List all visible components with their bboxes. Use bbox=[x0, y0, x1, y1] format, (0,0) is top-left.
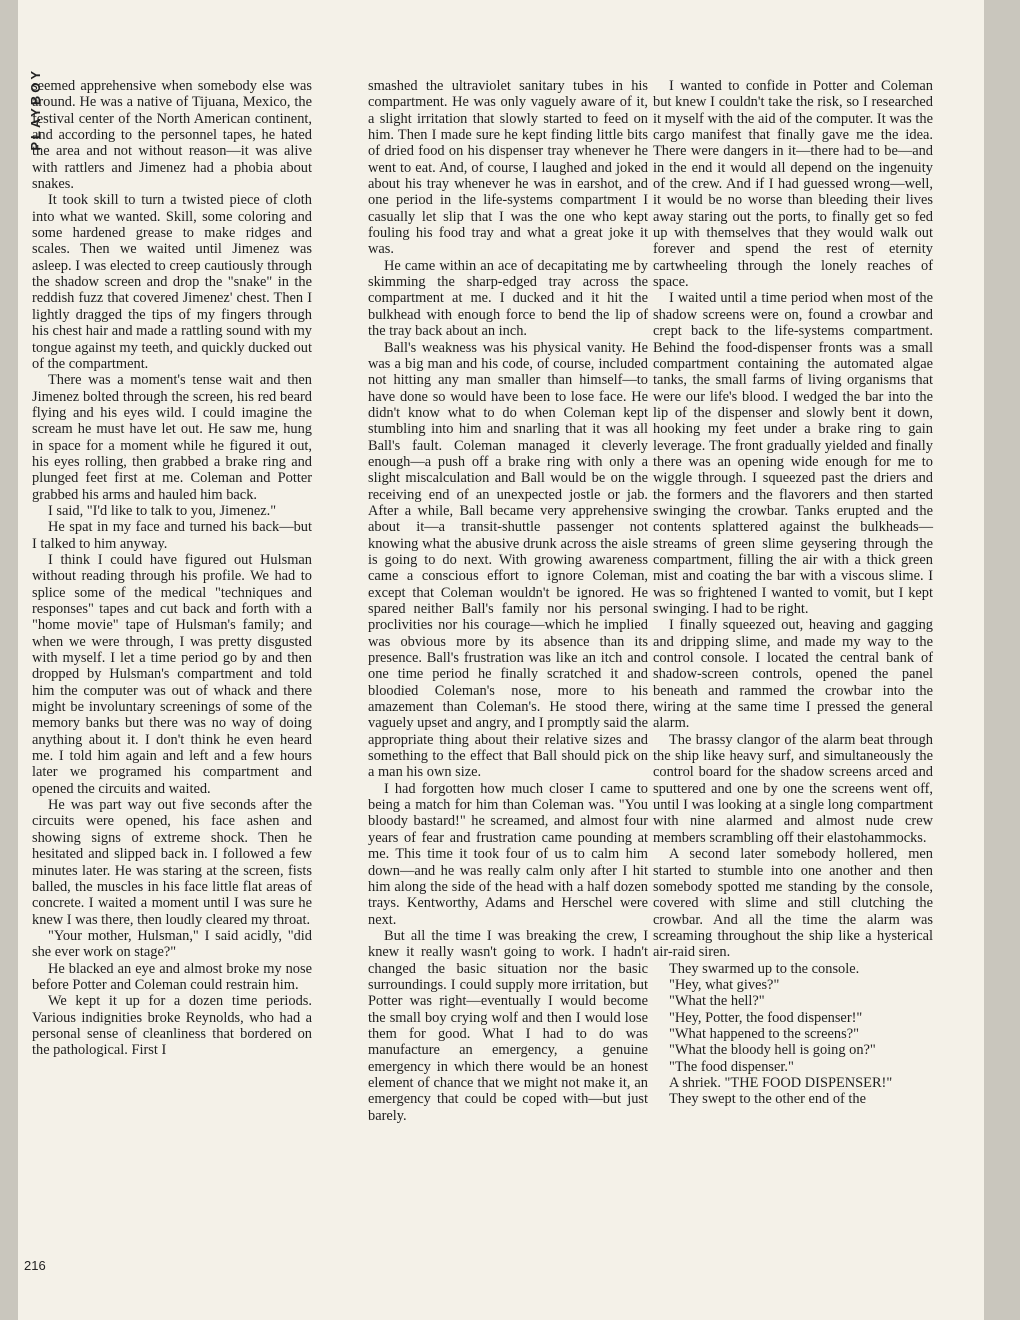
paragraph: I wanted to confide in Potter and Coleman but knew I couldn't take the risk, so I researched it myself with the aid of the computer. It was the cargo manifest that finally gave me the idea. There were dangers in it—there had to be—and in the end it would all depend on the ingenuity of the crew. And if I had guessed wrong—well, it would be no worse than bleeding their lives away staring out the ports, to finally get so fed up with themselves that they would walk out forever and spend the rest of eternity cartwheeling through the lonely reaches of space. bbox=[653, 78, 933, 291]
paragraph: "The food dispenser." bbox=[669, 1058, 794, 1075]
paragraph: "Hey, what gives?" bbox=[669, 976, 780, 993]
paragraph: They swarmed up to the console. bbox=[669, 960, 860, 977]
paragraph: But all the time I was breaking the crew, I knew it really wasn't going to work. I hadn't changed the basic situation nor the basic surroundings. I could supply more irritation, but Potter was right—eventually I would become the small boy crying wolf and then I would lose them for good. What I had to do was manufacture an emergency, a genuine emergency in which there would be an honest element of chance that we might not make it, an emergency that could be coped with—but just barely. bbox=[368, 927, 648, 1124]
paragraph: We kept it up for a dozen time periods. Various indignities broke Reynolds, who had a personal sense of cleanliness that bordered on the pathological. First I bbox=[32, 993, 312, 1059]
magazine-logo: PLAYBOY bbox=[28, 68, 43, 151]
paragraph: They swept to the other end of the bbox=[669, 1091, 867, 1108]
paragraph: I waited until a time period when most of the shadow screens were on, found a crowbar and crept back to the life-systems compartment. Behind the food-dispenser fronts was a small compartment containing the automated algae tanks, the small farms of living organisms that were our life's blood. I wedged the bar into the lip of the dispenser and slowly bent it down, hooking my feet under a brake ring to gain leverage. The front gradually yielded and finally there was an opening wide enough for me to wiggle through. I squeezed past the driers and the formers and the flavorers and then started swinging the crowbar. Tanks erupted and the contents splattered against the bulkheads—streams of green slime geysering through the compartment, filling the air with a thick green mist and coating the bar with a viscous slime. I was so frightened I wanted to vomit, but I kept swinging. I had to be right. bbox=[653, 290, 933, 617]
paragraph: I had forgotten how much closer I came to being a match for him than Coleman was. "You bloody bastard!" he screamed, and almost four years of fear and frustration came pounding at me. This time it took four of us to calm him down—and he was really calm only after I hit him along the side of the head with a half dozen trays. Kentworthy, Adams and Herschel were next. bbox=[368, 780, 648, 928]
paragraph: There was a moment's tense wait and then Jimenez bolted through the screen, his red beard flying and his eyes wild. I could imagine the scream he must have let out. He saw me, hung in space for a moment while he figured it out, his eyes rolling, then grabbed a brake ring and plunged feet first at me. Coleman and Potter grabbed his arms and hauled him back. bbox=[32, 372, 312, 503]
paragraph: seemed apprehensive when somebody else was around. He was a native of Tijuana, Mexico, the festival center of the North American continent, and according to the personnel tapes, he hated the area and not without reason—it was alive with rattlers and Jimenez had a phobia about snakes. bbox=[32, 78, 312, 193]
paragraph: "Your mother, Hulsman," I said acidly, "did she ever work on stage?" bbox=[32, 927, 312, 961]
paragraph: A second later somebody hollered, men started to stumble into one another and then somebody spotted me standing by the console, covered with slime and still clutching the crowbar. And all the time the alarm was screaming throughout the ship like a hysterical air-raid siren. bbox=[653, 846, 933, 961]
text-column-3 bbox=[653, 78, 933, 1108]
text-column-1 bbox=[32, 78, 312, 1059]
paragraph: "What happened to the screens?" bbox=[669, 1025, 859, 1042]
paragraph: I said, "I'd like to talk to you, Jimenez." bbox=[48, 502, 277, 519]
paragraph: I finally squeezed out, heaving and gagging and dripping slime, and made my way to the control console. I located the central bank of shadow-screen controls, opened the panel beneath and rammed the crowbar into the wiring at the same time I pressed the general alarm. bbox=[653, 617, 933, 732]
paragraph: He blacked an eye and almost broke my nose before Potter and Coleman could restrain him. bbox=[32, 960, 312, 993]
text-column-2 bbox=[368, 78, 648, 1124]
paragraph: It took skill to turn a twisted piece of cloth into what we wanted. Skill, some coloring and some hardened grease to make ridges and scales. Then we waited until Jimenez was asleep. I was elected to creep cautiously through the shadow screen and drop the "snake" in the reddish fuzz that covered Jimenez' chest. Then I lightly dragged the tips of my fingers through his chest hair and made a rattling sound with my tongue against my teeth, and quickly ducked out of the compartment. bbox=[32, 192, 312, 372]
magazine-page bbox=[18, 0, 984, 1320]
paragraph: "What the bloody hell is going on?" bbox=[669, 1042, 876, 1059]
paragraph: He came within an ace of decapitating me by skimming the sharp-edged tray across the compartment at me. I ducked and it hit the bulkhead with enough force to bend the lip of the tray back about an inch. bbox=[368, 257, 648, 340]
page-number: 216 bbox=[24, 1258, 46, 1273]
paragraph: He was part way out five seconds after the circuits were opened, his face ashen and showing signs of extreme shock. Then he hesitated and slipped back in. I followed a few minutes later. He was staring at the screen, fists balled, the muscles in his face little flat areas of concrete. I waited a moment until I was sure he knew I was there, then loudly cleared my throat. bbox=[32, 797, 312, 928]
paragraph: I think I could have figured out Hulsman without reading through his profile. We had to splice some of the medical "techniques and responses" tapes and cut back and forth with a "home movie" tape of Hulsman's family; and when we were through, I was pretty disgusted with myself. I let a time period go by and then dropped by Hulsman's compartment and told him the computer was out of whack and there might be involuntary screenings of some of the memory banks but there was no way of doing anything about it. I don't think he even heard me. I told him again and left and a few hours later we programed his compartment and opened the circuits and waited. bbox=[32, 551, 312, 797]
paragraph: "What the hell?" bbox=[669, 993, 765, 1010]
paragraph: He spat in my face and turned his back—but I talked to him anyway. bbox=[32, 519, 312, 552]
paragraph: A shriek. "THE FOOD DISPENSER!" bbox=[669, 1074, 893, 1091]
paragraph: smashed the ultraviolet sanitary tubes in his compartment. He was only vaguely aware of it, a slight irritation that slowly started to feed on him. Then I made sure he kept finding little bits of dried food on his dispenser tray whenever he went to eat. And, of course, I laughed and joked about his tray whenever he was in earshot, and one period in the life-systems compartment I casually let slip that I was the one who kept fouling his food tray and what a great joke it was. bbox=[368, 78, 648, 258]
paragraph: Ball's weakness was his physical vanity. He was a big man and his code, of course, included not hitting any man smaller than himself—to have done so would have been to lose face. He didn't know what to do when Coleman kept stumbling into him and snarling that it was all Ball's fault. Coleman managed it cleverly enough—a push off a brake ring with only a slight miscalculation and Ball would be on the receiving end of an unexpected jostle or jab. After a while, Ball became very apprehensive about it—a transit-shuttle passenger not knowing what the abusive drunk across the aisle is going to do next. With growing awareness came a conscious effort to ignore Coleman, except that Coleman wouldn't be ignored. He spared neither Ball's family nor his personal proclivities nor his courage—which he implied was obvious more by its absence than its presence. Ball's frustration was like an itch and one time period he finally scratched it and bloodied Coleman's nose, more to his amazement than Coleman's. He stood there, vaguely upset and angry, and I promptly said the appropriate thing about their relative sizes and something to the effect that Ball should pick on a man his own size. bbox=[368, 339, 649, 781]
paragraph: The brassy clangor of the alarm beat through the ship like heavy surf, and simultaneously the control board for the shadow screens arced and sputtered and one by one the screens went off, until I was looking at a single long compartment with nine alarmed and almost nude crew members scrambling off their elastohammocks. bbox=[653, 731, 933, 846]
paragraph: "Hey, Potter, the food dispenser!" bbox=[669, 1009, 863, 1026]
